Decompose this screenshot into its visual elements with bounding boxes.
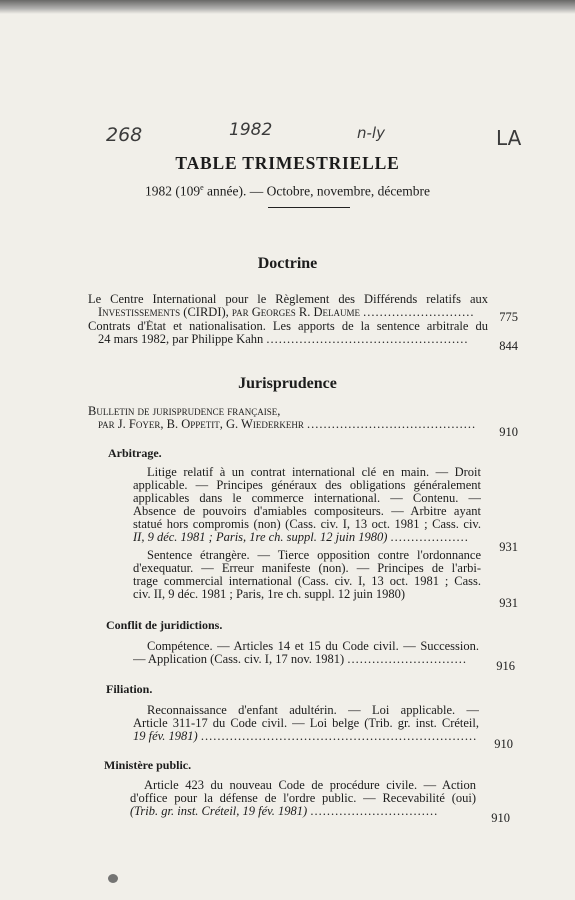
bulletin-entry <box>88 405 478 431</box>
page-number: 910 <box>494 737 513 751</box>
subtitle-sup: e <box>200 183 204 192</box>
category-arbitrage: Arbitrage. <box>108 446 162 460</box>
entry-line: Bulletin de jurisprudence française, <box>88 405 281 418</box>
filiation-entry <box>133 704 479 743</box>
dot-leader: ............................... <box>310 805 439 818</box>
entry-line: Reconnaissance d'enfant adultérin. — Loi applicable. — <box>147 704 479 717</box>
arbitrage-entry-1 <box>133 466 481 544</box>
entry-citation: — Application (Cass. civ. I, 17 nov. 1981) <box>133 653 345 666</box>
entry-line <box>130 805 476 818</box>
dot-leader: ......................................... <box>306 418 477 431</box>
category-ministere: Ministère public. <box>104 758 192 772</box>
dot-leader: ................................................................... <box>200 730 478 743</box>
arbitrage-entry-2 <box>133 549 481 601</box>
entry-line: trage commercial international (Cass. civ. I, 13 oct. 1981 ; Cass. <box>133 575 481 588</box>
page-number: 910 <box>491 811 510 825</box>
entry-line: Absence de pouvoirs d'amiables compositeurs. — Arbitre ayant <box>133 505 481 518</box>
ink-blot <box>108 874 118 883</box>
entry-citation: II, 9 déc. 1981 ; Paris, 1re ch. suppl. 12 juin 1980) <box>133 531 388 544</box>
category-filiation: Filiation. <box>106 682 153 696</box>
doctrine-entry-kahn <box>88 320 488 346</box>
page-number: 931 <box>499 540 518 554</box>
entry-citation: (Trib. gr. inst. Créteil, 19 fév. 1981) <box>130 805 308 818</box>
dot-leader: ........................... <box>363 306 475 319</box>
entry-line <box>133 653 479 666</box>
entry-line: applicable. — Principes généraux des obligations généralement <box>133 479 481 492</box>
scan-top-edge <box>0 0 575 14</box>
page-number: 931 <box>499 596 518 610</box>
conflit-entry <box>133 640 479 666</box>
ministere-entry <box>130 779 476 818</box>
dot-leader: ................................................. <box>266 333 469 346</box>
page-number: 844 <box>499 339 518 353</box>
entry-line <box>88 333 488 346</box>
handwritten-initials-mid: n-ly <box>357 124 385 142</box>
entry-line: Le Centre International pour le Règlement des Différends relatifs aux <box>88 293 488 306</box>
entry-line: Compétence. — Articles 14 et 15 du Code civil. — Succession. <box>147 640 479 653</box>
entry-author: 24 mars 1982, par Philippe Kahn <box>98 333 264 346</box>
entry-line: civ. II, 9 déc. 1981 ; Paris, 1re ch. suppl. 12 juin 1980) <box>133 588 406 601</box>
entry-authors: par J. Foyer, B. Oppetit, G. Wiederkehr <box>98 418 304 431</box>
dot-leader: ................... <box>390 531 469 544</box>
entry-line <box>133 730 479 743</box>
section-heading-doctrine: Doctrine <box>257 255 318 272</box>
entry-line: Article 311-17 du Code civil. — Loi belge (Trib. gr. inst. Créteil, <box>133 717 479 730</box>
entry-line <box>88 306 488 319</box>
entry-author: Investissements (CIRDI), par Georges R. Delaume <box>98 306 360 319</box>
subtitle-year: 1982 (109 <box>144 183 201 199</box>
entry-line: d'exequatur. — Erreur manifeste (non). — Principes de l'arbi- <box>133 562 481 575</box>
entry-line: applicables dans le commerce international. — Contenu. — <box>133 492 481 505</box>
entry-line: statué hors compromis (non) (Cass. civ. I, 13 oct. 1981 ; Cass. civ. <box>133 518 481 531</box>
page-number: 775 <box>499 310 518 324</box>
doctrine-entry-cirdi <box>88 293 488 319</box>
page-title: TABLE TRIMESTRIELLE <box>175 153 400 173</box>
entry-line: d'office pour la défense de l'ordre public. — Recevabilité (oui) <box>130 792 476 805</box>
page-number: 910 <box>499 425 518 439</box>
category-conflit: Conflit de juridictions. <box>106 618 223 632</box>
entry-line: Article 423 du nouveau Code de procédure civile. — Action <box>144 779 476 792</box>
section-heading-jurisprudence: Jurisprudence <box>238 375 337 392</box>
dot-leader: ............................. <box>347 653 467 666</box>
page-subtitle <box>0 183 575 200</box>
entry-line: Contrats d'État et nationalisation. Les apports de la sentence arbitrale du <box>88 320 488 333</box>
title-divider <box>268 207 350 208</box>
handwritten-year: 1982 <box>229 120 273 140</box>
entry-line: Litige relatif à un contrat international clé en main. — Droit <box>147 466 481 479</box>
entry-line <box>88 418 478 431</box>
entry-line: Sentence étrangère. — Tierce opposition contre l'ordonnance <box>147 549 481 562</box>
page-number: 916 <box>496 659 515 673</box>
subtitle-period: année). — Octobre, novembre, décembre <box>203 183 431 199</box>
handwritten-initials-right: LA <box>496 126 522 150</box>
entry-citation: 19 fév. 1981) <box>133 730 198 743</box>
entry-line <box>133 531 481 544</box>
handwritten-number: 268 <box>106 124 143 146</box>
